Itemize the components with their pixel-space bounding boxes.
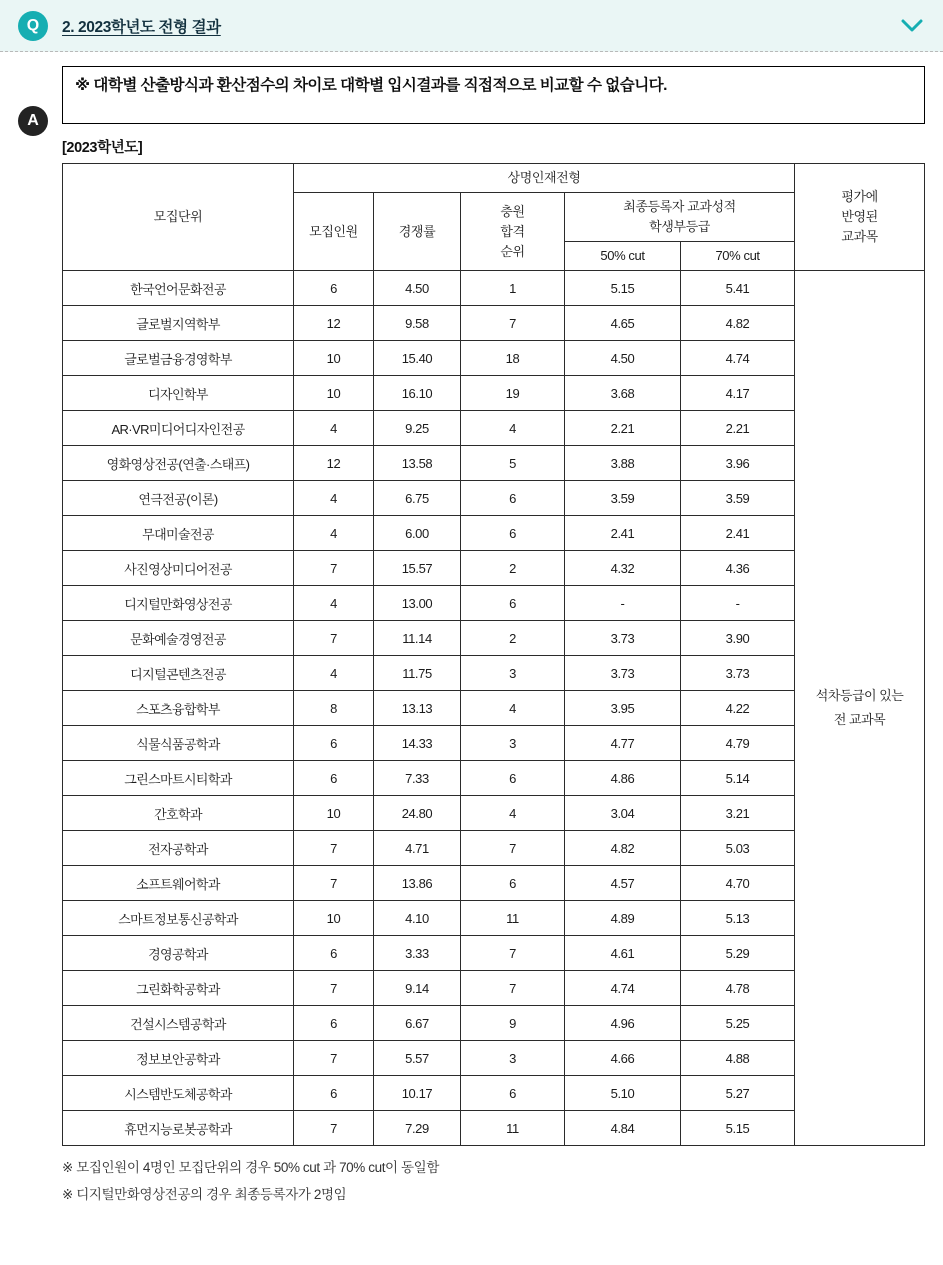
cell-cut50: 3.68 xyxy=(565,376,681,411)
header-subject-line2: 반영된 xyxy=(841,209,878,225)
cell-unit: 연극전공(이론) xyxy=(63,481,294,516)
cell-ratio: 15.40 xyxy=(374,341,461,376)
cell-cut50: 4.66 xyxy=(565,1041,681,1076)
cell-quota: 4 xyxy=(294,656,374,691)
cell-subject-line1: 석차등급이 있는 xyxy=(815,687,904,703)
header-group-admission: 상명인재전형 xyxy=(294,163,795,192)
cell-cut70: 5.29 xyxy=(681,936,795,971)
cell-quota: 8 xyxy=(294,691,374,726)
cell-cut50: 3.04 xyxy=(565,796,681,831)
cell-cut70: 4.82 xyxy=(681,306,795,341)
cell-unit: 시스템반도체공학과 xyxy=(63,1076,294,1111)
cell-cut70: 5.03 xyxy=(681,831,795,866)
cell-unit: AR·VR미디어디자인전공 xyxy=(63,411,294,446)
cell-quota: 7 xyxy=(294,1041,374,1076)
cell-ratio: 11.14 xyxy=(374,621,461,656)
question-header-bar[interactable] xyxy=(0,0,943,52)
cell-ratio: 6.00 xyxy=(374,516,461,551)
cell-unit: 글로벌지역학부 xyxy=(63,306,294,341)
cell-ratio: 3.33 xyxy=(374,936,461,971)
cell-unit: 디지털콘텐츠전공 xyxy=(63,656,294,691)
cell-cut70: 3.59 xyxy=(681,481,795,516)
cell-ratio: 5.57 xyxy=(374,1041,461,1076)
cell-ratio: 4.10 xyxy=(374,901,461,936)
footnotes xyxy=(62,1155,925,1208)
cell-cut70: 5.15 xyxy=(681,1111,795,1146)
question-badge: Q xyxy=(18,11,48,41)
table-header-row-1 xyxy=(63,163,925,192)
chevron-down-icon[interactable] xyxy=(899,13,925,39)
cell-ratio: 13.13 xyxy=(374,691,461,726)
header-cut70: 70% cut xyxy=(681,242,795,271)
cell-quota: 6 xyxy=(294,1076,374,1111)
cell-cut70: 4.70 xyxy=(681,866,795,901)
cell-cut50: 4.86 xyxy=(565,761,681,796)
admission-result-table xyxy=(62,163,925,1147)
cell-rank: 6 xyxy=(461,1076,565,1111)
cell-unit: 간호학과 xyxy=(63,796,294,831)
cell-ratio: 24.80 xyxy=(374,796,461,831)
cell-cut50: 3.59 xyxy=(565,481,681,516)
cell-ratio: 13.00 xyxy=(374,586,461,621)
cell-unit: 그린스마트시티학과 xyxy=(63,761,294,796)
cell-rank: 4 xyxy=(461,691,565,726)
answer-badge: A xyxy=(18,106,48,136)
cell-quota: 6 xyxy=(294,761,374,796)
cell-ratio: 6.75 xyxy=(374,481,461,516)
cell-cut50: - xyxy=(565,586,681,621)
header-subject xyxy=(795,163,925,271)
cell-cut70: 4.17 xyxy=(681,376,795,411)
cell-cut50: 4.74 xyxy=(565,971,681,1006)
footnote-item: ※ 디지털만화영상전공의 경우 최종등록자가 2명임 xyxy=(62,1186,347,1202)
cell-cut50: 2.21 xyxy=(565,411,681,446)
cell-unit: 스포츠융합학부 xyxy=(63,691,294,726)
cell-quota: 10 xyxy=(294,376,374,411)
cell-cut70: 2.41 xyxy=(681,516,795,551)
cell-cut50: 4.96 xyxy=(565,1006,681,1041)
cell-cut70: 5.13 xyxy=(681,901,795,936)
cell-cut70: 3.21 xyxy=(681,796,795,831)
cell-rank: 7 xyxy=(461,831,565,866)
cell-cut70: 3.96 xyxy=(681,446,795,481)
cell-quota: 10 xyxy=(294,796,374,831)
header-subject-line1: 평가에 xyxy=(841,188,878,204)
cell-quota: 10 xyxy=(294,901,374,936)
cell-quota: 4 xyxy=(294,411,374,446)
cell-rank: 18 xyxy=(461,341,565,376)
header-rank-line3: 순위 xyxy=(500,243,525,259)
cell-rank: 6 xyxy=(461,761,565,796)
cell-rank: 6 xyxy=(461,586,565,621)
header-grade-group-line1: 최종등록자 교과성적 xyxy=(623,199,736,215)
cell-quota: 7 xyxy=(294,551,374,586)
cell-cut70: 4.74 xyxy=(681,341,795,376)
cell-cut70: 3.73 xyxy=(681,656,795,691)
cell-ratio: 14.33 xyxy=(374,726,461,761)
cell-unit: 전자공학과 xyxy=(63,831,294,866)
cell-quota: 6 xyxy=(294,936,374,971)
cell-cut70: 3.90 xyxy=(681,621,795,656)
cell-rank: 9 xyxy=(461,1006,565,1041)
cell-unit: 식물식품공학과 xyxy=(63,726,294,761)
cell-quota: 6 xyxy=(294,726,374,761)
cell-quota: 6 xyxy=(294,1006,374,1041)
header-quota: 모집인원 xyxy=(294,193,374,271)
cell-unit: 정보보안공학과 xyxy=(63,1041,294,1076)
cell-unit: 그린화학공학과 xyxy=(63,971,294,1006)
cell-ratio: 7.29 xyxy=(374,1111,461,1146)
cell-rank: 6 xyxy=(461,481,565,516)
cell-rank: 7 xyxy=(461,971,565,1006)
cell-rank: 4 xyxy=(461,796,565,831)
cell-rank: 3 xyxy=(461,1041,565,1076)
cell-quota: 12 xyxy=(294,306,374,341)
header-rank-line1: 충원 xyxy=(500,203,525,219)
header-grade-group xyxy=(565,193,795,242)
cell-cut50: 3.88 xyxy=(565,446,681,481)
cell-cut50: 4.50 xyxy=(565,341,681,376)
cell-cut70: 4.22 xyxy=(681,691,795,726)
cell-cut70: 5.25 xyxy=(681,1006,795,1041)
answer-badge-wrap xyxy=(18,66,48,136)
cell-quota: 7 xyxy=(294,1111,374,1146)
cell-cut70: 5.14 xyxy=(681,761,795,796)
cell-cut50: 3.73 xyxy=(565,656,681,691)
cell-ratio: 16.10 xyxy=(374,376,461,411)
cell-rank: 4 xyxy=(461,411,565,446)
cell-unit: 사진영상미디어전공 xyxy=(63,551,294,586)
cell-unit: 디자인학부 xyxy=(63,376,294,411)
cell-rank: 1 xyxy=(461,271,565,306)
cell-ratio: 11.75 xyxy=(374,656,461,691)
cell-unit: 소프트웨어학과 xyxy=(63,866,294,901)
cell-subject-line2: 전 교과목 xyxy=(833,712,886,728)
cell-unit: 디지털만화영상전공 xyxy=(63,586,294,621)
cell-quota: 6 xyxy=(294,271,374,306)
cell-quota: 4 xyxy=(294,586,374,621)
header-rank-line2: 합격 xyxy=(500,223,525,239)
table-row xyxy=(63,271,925,306)
header-cut50: 50% cut xyxy=(565,242,681,271)
cell-rank: 11 xyxy=(461,1111,565,1146)
cell-ratio: 13.86 xyxy=(374,866,461,901)
cell-cut50: 4.84 xyxy=(565,1111,681,1146)
cell-rank: 11 xyxy=(461,901,565,936)
cell-unit: 한국언어문화전공 xyxy=(63,271,294,306)
year-label: [2023학년도] xyxy=(62,139,143,156)
cell-rank: 7 xyxy=(461,936,565,971)
cell-ratio: 9.14 xyxy=(374,971,461,1006)
cell-quota: 12 xyxy=(294,446,374,481)
cell-unit: 휴먼지능로봇공학과 xyxy=(63,1111,294,1146)
answer-body xyxy=(62,66,925,1208)
cell-rank: 5 xyxy=(461,446,565,481)
header-subject-line3: 교과목 xyxy=(841,229,878,245)
cell-subject xyxy=(795,271,925,1146)
cell-quota: 7 xyxy=(294,831,374,866)
cell-ratio: 9.58 xyxy=(374,306,461,341)
header-rank xyxy=(461,193,565,271)
cell-quota: 10 xyxy=(294,341,374,376)
cell-ratio: 4.71 xyxy=(374,831,461,866)
cell-unit: 영화영상전공(연출·스태프) xyxy=(63,446,294,481)
answer-section xyxy=(0,52,943,1208)
cell-quota: 7 xyxy=(294,971,374,1006)
cell-quota: 7 xyxy=(294,866,374,901)
cell-rank: 3 xyxy=(461,726,565,761)
cell-cut50: 3.73 xyxy=(565,621,681,656)
cell-unit: 경영공학과 xyxy=(63,936,294,971)
cell-ratio: 10.17 xyxy=(374,1076,461,1111)
cell-quota: 4 xyxy=(294,516,374,551)
cell-ratio: 15.57 xyxy=(374,551,461,586)
cell-unit: 글로벌금융경영학부 xyxy=(63,341,294,376)
table-body xyxy=(63,271,925,1146)
cell-cut70: 4.88 xyxy=(681,1041,795,1076)
cell-cut50: 2.41 xyxy=(565,516,681,551)
cell-cut50: 4.65 xyxy=(565,306,681,341)
cell-rank: 3 xyxy=(461,656,565,691)
cell-ratio: 7.33 xyxy=(374,761,461,796)
header-grade-group-line2: 학생부등급 xyxy=(649,219,710,235)
header-unit: 모집단위 xyxy=(63,163,294,271)
cell-rank: 19 xyxy=(461,376,565,411)
cell-cut70: 5.27 xyxy=(681,1076,795,1111)
cell-cut50: 4.89 xyxy=(565,901,681,936)
cell-cut50: 4.77 xyxy=(565,726,681,761)
cell-cut50: 4.57 xyxy=(565,866,681,901)
cell-cut50: 3.95 xyxy=(565,691,681,726)
cell-cut50: 4.32 xyxy=(565,551,681,586)
cell-cut70: 2.21 xyxy=(681,411,795,446)
cell-cut70: 4.78 xyxy=(681,971,795,1006)
cell-cut70: - xyxy=(681,586,795,621)
footnote-item: ※ 모집인원이 4명인 모집단위의 경우 50% cut 과 70% cut이 동일함 xyxy=(62,1160,439,1176)
cell-ratio: 9.25 xyxy=(374,411,461,446)
cell-cut70: 4.79 xyxy=(681,726,795,761)
cell-ratio: 4.50 xyxy=(374,271,461,306)
cell-cut50: 4.61 xyxy=(565,936,681,971)
cell-unit: 건설시스템공학과 xyxy=(63,1006,294,1041)
cell-cut50: 5.10 xyxy=(565,1076,681,1111)
cell-cut50: 5.15 xyxy=(565,271,681,306)
cell-quota: 7 xyxy=(294,621,374,656)
cell-rank: 2 xyxy=(461,621,565,656)
cell-ratio: 6.67 xyxy=(374,1006,461,1041)
cell-rank: 6 xyxy=(461,866,565,901)
cell-ratio: 13.58 xyxy=(374,446,461,481)
cell-unit: 무대미술전공 xyxy=(63,516,294,551)
cell-unit: 스마트정보통신공학과 xyxy=(63,901,294,936)
question-title-link[interactable]: 2. 2023학년도 전형 결과 xyxy=(62,18,221,36)
notice-box: ※ 대학별 산출방식과 환산점수의 차이로 대학별 입시결과를 직접적으로 비교할 수 없습니다. xyxy=(62,66,925,124)
cell-rank: 6 xyxy=(461,516,565,551)
cell-cut70: 4.36 xyxy=(681,551,795,586)
header-ratio: 경쟁률 xyxy=(374,193,461,271)
cell-quota: 4 xyxy=(294,481,374,516)
cell-unit: 문화예술경영전공 xyxy=(63,621,294,656)
cell-cut70: 5.41 xyxy=(681,271,795,306)
cell-rank: 7 xyxy=(461,306,565,341)
cell-rank: 2 xyxy=(461,551,565,586)
cell-cut50: 4.82 xyxy=(565,831,681,866)
